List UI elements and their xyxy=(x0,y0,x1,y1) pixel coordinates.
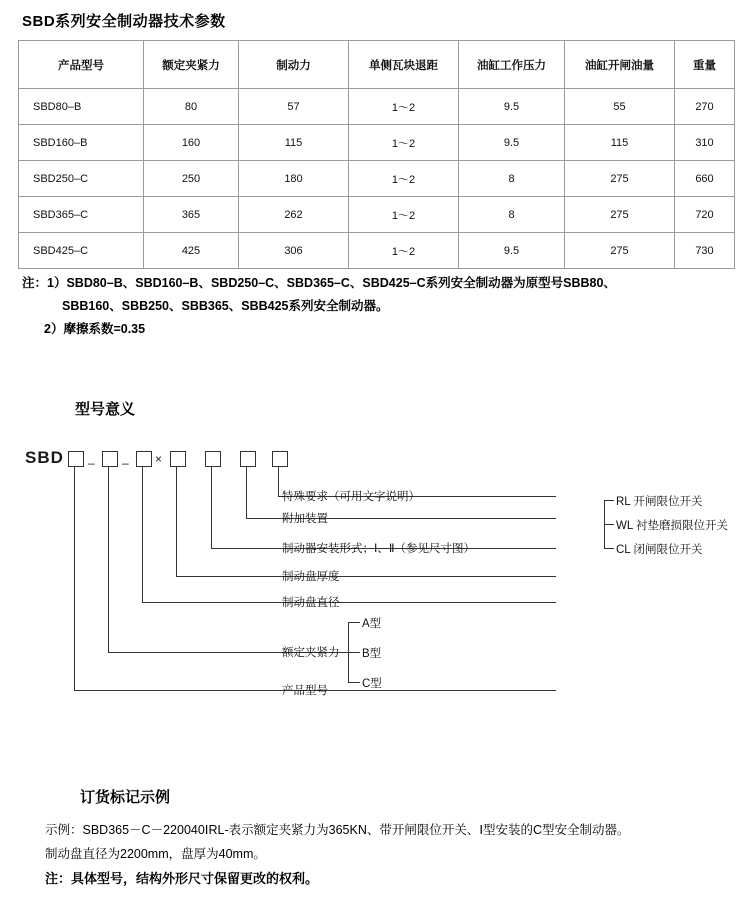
cell-cylinder-oil-volume: 275 xyxy=(565,197,675,233)
code-box-1 xyxy=(68,451,84,467)
code-box-5 xyxy=(205,451,221,467)
col-header-cylinder-oil-volume: 油缸开闸油量 xyxy=(565,41,675,89)
leader-hline-4 xyxy=(176,576,556,577)
switch-bracket-hline-wl xyxy=(604,524,614,525)
leader-hline-3 xyxy=(142,602,556,603)
cell-braking-force: 262 xyxy=(239,197,349,233)
section-heading-order-example: 订货标记示例 xyxy=(80,789,171,806)
cell-clamping-force: 160 xyxy=(144,125,239,161)
type-bracket-hline-c xyxy=(348,682,360,683)
diagram-label-install-type: 制动器安装形式；Ⅰ、Ⅱ（参见尺寸图） xyxy=(282,543,476,555)
col-header-braking-force: 制动力 xyxy=(239,41,349,89)
type-bracket-hline-a xyxy=(348,622,360,623)
code-separator-1: – xyxy=(88,456,95,470)
col-header-model: 产品型号 xyxy=(19,41,144,89)
leader-vline-2 xyxy=(108,466,109,652)
diagram-label-additional-device: 附加装置 xyxy=(282,513,328,525)
order-example-body xyxy=(45,818,745,866)
cell-braking-force: 115 xyxy=(239,125,349,161)
cell-cylinder-oil-volume: 275 xyxy=(565,161,675,197)
cell-cylinder-pressure: 8 xyxy=(459,197,565,233)
leader-vline-6 xyxy=(246,466,247,518)
cell-clamping-force: 425 xyxy=(144,233,239,269)
note-line-2: SBB160、SBB250、SBB365、SBB425系列安全制动器。 xyxy=(62,299,389,313)
leader-vline-5 xyxy=(211,466,212,548)
table-row xyxy=(19,233,735,269)
cell-braking-force: 306 xyxy=(239,233,349,269)
leader-vline-1 xyxy=(74,466,75,690)
cell-pad-clearance: 1～2 xyxy=(349,125,459,161)
code-box-3 xyxy=(136,451,152,467)
code-box-2 xyxy=(102,451,118,467)
cell-cylinder-pressure: 8 xyxy=(459,161,565,197)
model-prefix-label: SBD xyxy=(25,448,64,467)
diagram-label-type-a: A型 xyxy=(362,618,382,630)
diagram-label-rated-clamping-force: 额定夹紧力 xyxy=(282,647,340,659)
diagram-label-disc-thickness: 制动盘厚度 xyxy=(282,571,340,583)
cell-braking-force: 180 xyxy=(239,161,349,197)
code-box-4 xyxy=(170,451,186,467)
code-separator-2: – xyxy=(122,456,129,470)
cell-model: SBD80–B xyxy=(19,89,144,125)
table-header-row xyxy=(19,41,735,89)
leader-vline-4 xyxy=(176,466,177,576)
col-header-cylinder-pressure: 油缸工作压力 xyxy=(459,41,565,89)
diagram-label-switch-wl: WL 衬垫磨损限位开关 xyxy=(616,520,729,532)
cell-cylinder-pressure: 9.5 xyxy=(459,89,565,125)
spec-table-container xyxy=(18,40,734,269)
col-header-weight: 重量 xyxy=(675,41,735,89)
cell-weight: 720 xyxy=(675,197,735,233)
cell-model: SBD160–B xyxy=(19,125,144,161)
order-example-line-2: 制动盘直径为2200mm，盘厚为40mm。 xyxy=(45,847,266,861)
page-title: SBD系列安全制动器技术参数 xyxy=(22,13,226,30)
leader-vline-3 xyxy=(142,466,143,602)
cell-cylinder-oil-volume: 275 xyxy=(565,233,675,269)
note-line-1: 注：1）SBD80–B、SBD160–B、SBD250–C、SBD365–C、SBD425–C系列安全制动器为原型号SBB80、 xyxy=(22,276,616,290)
cell-clamping-force: 250 xyxy=(144,161,239,197)
spec-table xyxy=(18,40,735,269)
cell-weight: 730 xyxy=(675,233,735,269)
switch-bracket-hline-rl xyxy=(604,500,614,501)
table-row xyxy=(19,161,735,197)
cell-cylinder-oil-volume: 115 xyxy=(565,125,675,161)
cell-model: SBD250–C xyxy=(19,161,144,197)
diagram-label-special-request: 特殊要求（可用文字说明） xyxy=(282,491,420,503)
col-header-clamping-force: 额定夹紧力 xyxy=(144,41,239,89)
order-note: 注：具体型号，结构外形尺寸保留更改的权利。 xyxy=(45,871,319,886)
cell-pad-clearance: 1～2 xyxy=(349,197,459,233)
cell-model: SBD425–C xyxy=(19,233,144,269)
table-row xyxy=(19,89,735,125)
table-row xyxy=(19,125,735,161)
note-line-3: 2）摩擦系数=0.35 xyxy=(44,322,146,336)
cell-pad-clearance: 1～2 xyxy=(349,233,459,269)
cell-pad-clearance: 1～2 xyxy=(349,161,459,197)
diagram-label-switch-rl: RL 开闸限位开关 xyxy=(616,496,703,508)
cell-braking-force: 57 xyxy=(239,89,349,125)
cell-cylinder-pressure: 9.5 xyxy=(459,125,565,161)
table-notes xyxy=(22,272,732,341)
leader-vline-7 xyxy=(278,466,279,496)
col-header-pad-clearance: 单侧瓦块退距 xyxy=(349,41,459,89)
code-separator-3: × xyxy=(155,452,163,466)
code-box-7 xyxy=(272,451,288,467)
switch-bracket-hline-cl xyxy=(604,548,614,549)
diagram-label-disc-diameter: 制动盘直径 xyxy=(282,597,340,609)
diagram-label-type-b: B型 xyxy=(362,648,382,660)
code-box-6 xyxy=(240,451,256,467)
model-code-diagram xyxy=(0,430,750,720)
cell-pad-clearance: 1～2 xyxy=(349,89,459,125)
type-bracket-hline-b xyxy=(348,652,360,653)
order-example-line-1: 示例：SBD365－C－220040ⅠRL-表示额定夹紧力为365KN、带开闸限位开关、Ⅰ型安装的C型安全制动器。 xyxy=(45,823,630,837)
cell-weight: 310 xyxy=(675,125,735,161)
diagram-label-product-model: 产品型号 xyxy=(282,685,328,697)
section-heading-model-meaning: 型号意义 xyxy=(75,401,136,418)
cell-weight: 660 xyxy=(675,161,735,197)
cell-model: SBD365–C xyxy=(19,197,144,233)
diagram-label-switch-cl: CL 闭闸限位开关 xyxy=(616,544,703,556)
cell-weight: 270 xyxy=(675,89,735,125)
cell-cylinder-oil-volume: 55 xyxy=(565,89,675,125)
diagram-label-type-c: C型 xyxy=(362,678,382,690)
cell-clamping-force: 80 xyxy=(144,89,239,125)
cell-clamping-force: 365 xyxy=(144,197,239,233)
table-row xyxy=(19,197,735,233)
cell-cylinder-pressure: 9.5 xyxy=(459,233,565,269)
